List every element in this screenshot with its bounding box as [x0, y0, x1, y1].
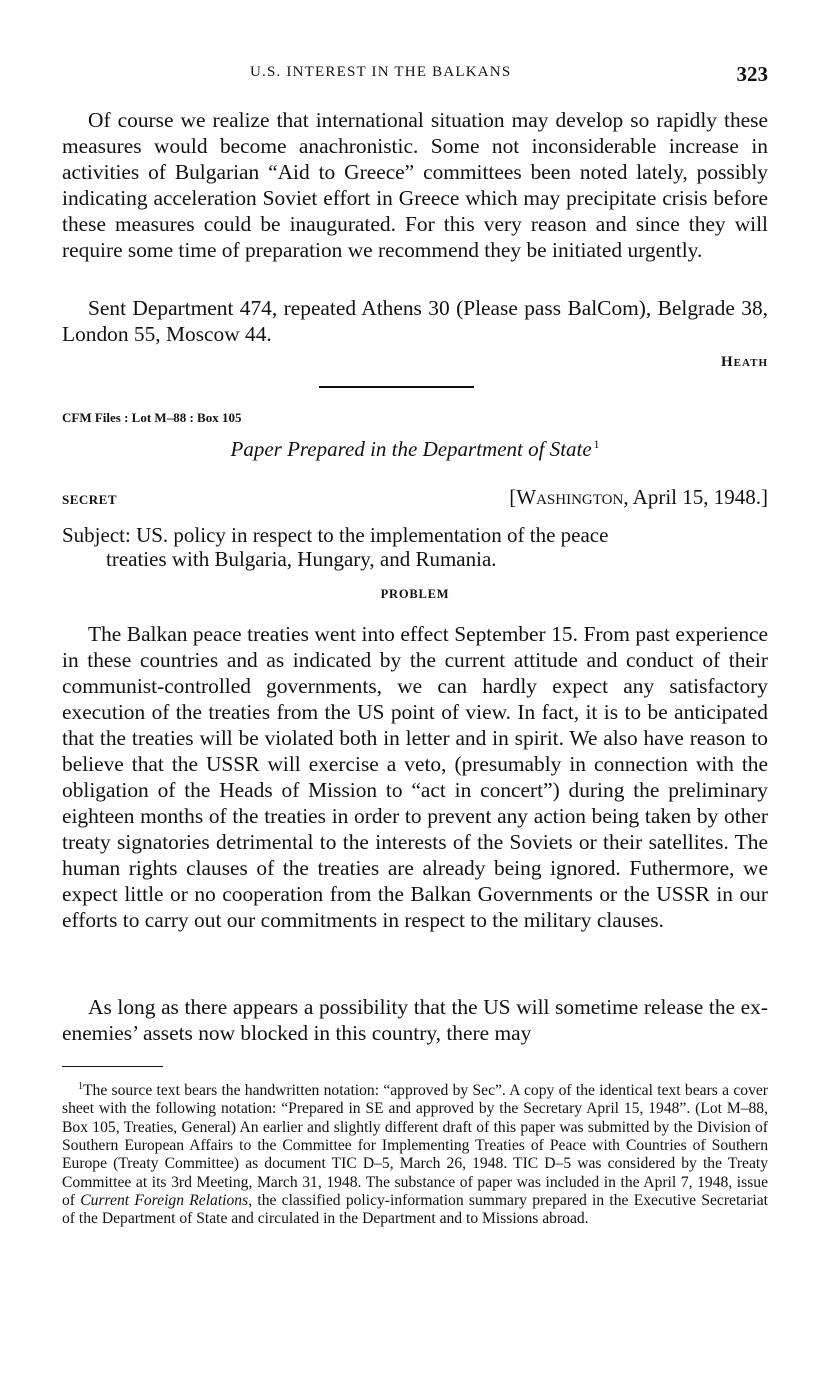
- subject-label: Subject:: [62, 523, 131, 547]
- section-heading-problem: PROBLEM: [380, 587, 450, 601]
- footnote-divider: [62, 1066, 163, 1067]
- section-divider: [319, 386, 474, 388]
- running-title: U.S. INTEREST IN THE BALKANS: [250, 64, 512, 80]
- problem-paragraph: The Balkan peace treaties went into effect September 15. From past experience in these countries and as indicated by the current attitude and conduct of their communist-controlled governments, we can hardly expect any satisfactory execution of the treaties from the US point of view. In fact, it is to be anticipated that the treaties will be violated both in letter and in spirit. We also have reason to believe that the USSR will exercise a veto, (presumably in connection with the obligation of the Heads of Mission to “act in concert”) during the preliminary eighteen months of the treaties in order to prevent any action being taken by other treaty signatories detrimental to the interests of the Soviets or their satellites. The human rights clauses of the treaties are already being ignored. Futhermore, we expect little or no cooperation from the Balkan Governments or the USSR in our efforts to carry out our commitments in respect to the military clauses.: [62, 622, 768, 932]
- footnote-marker: 1: [78, 1081, 83, 1092]
- dateline: [509, 485, 768, 510]
- subject-text-continued: treaties with Bulgaria, Hungary, and Rumania.: [106, 547, 497, 571]
- file-reference: CFM Files : Lot M–88 : Box 105: [62, 410, 242, 425]
- dateline-open-bracket: [: [509, 485, 517, 509]
- subject-line: [62, 523, 768, 571]
- telegram-signature: Heath: [720, 354, 768, 370]
- classification-label: SECRET: [62, 492, 118, 507]
- dateline-city: Washington: [516, 485, 624, 509]
- telegram-paragraph-1: Of course we realize that international situation may develop so rapidly these measures would become anachronistic. Some not inconsiderable increase in activities of Bulgarian “Aid to Greece” committees been noted lately, possibly indicating acceleration Soviet effort in Greece which may precipitate crisis before these measures could be inaugurated. For this very reason and since they will require some time of preparation we recommend they be initiated urgently.: [62, 108, 768, 262]
- footnote-italic-title: Current Foreign Relations: [80, 1191, 249, 1209]
- document-title-text: Paper Prepared in the Department of State: [230, 437, 592, 461]
- title-footnote-marker: 1: [593, 437, 600, 451]
- assets-paragraph: As long as there appears a possibility that the US will sometime release the ex-enemies’ assets now blocked in this country, there may: [62, 995, 768, 1045]
- footnote-text-end: , the classified policy-information summary prepared in the Executive Secretariat of the Department of State and circulated in the Department and to Missions abroad.: [62, 1191, 769, 1228]
- footnote: [62, 1078, 768, 1229]
- subject-text: US. policy in respect to the implementation of the peace: [136, 523, 609, 547]
- footnote-text: The source text bears the handwritten notation: “approved by Sec”. A copy of the identical text bears a cover sheet with the following notation: “Prepared in SE and approved by the Secretary April 15, 1948”. (Lot M–88, Box 105, Treaties, General) An earlier and slightly different draft of this paper was submitted by the Division of Southern European Affairs to the Committee for Implementing Treaties of Peace with Countries of Southern Europe (Treaty Committee) as document TIC D–5, March 26, 1948. TIC D–5 was considered by the Treaty Committee at its 3rd Meeting, March 31, 1948. The substance of paper was included in the April 7, 1948, issue of: [62, 1082, 768, 1209]
- page-number: 323: [736, 62, 768, 86]
- document-title: [62, 437, 768, 462]
- running-header: [62, 62, 768, 88]
- telegram-paragraph-2: Sent Department 474, repeated Athens 30 (Please pass BalCom), Belgrade 38, London 55, Moscow 44.: [62, 296, 768, 346]
- dateline-date: , April 15, 1948.]: [623, 485, 768, 509]
